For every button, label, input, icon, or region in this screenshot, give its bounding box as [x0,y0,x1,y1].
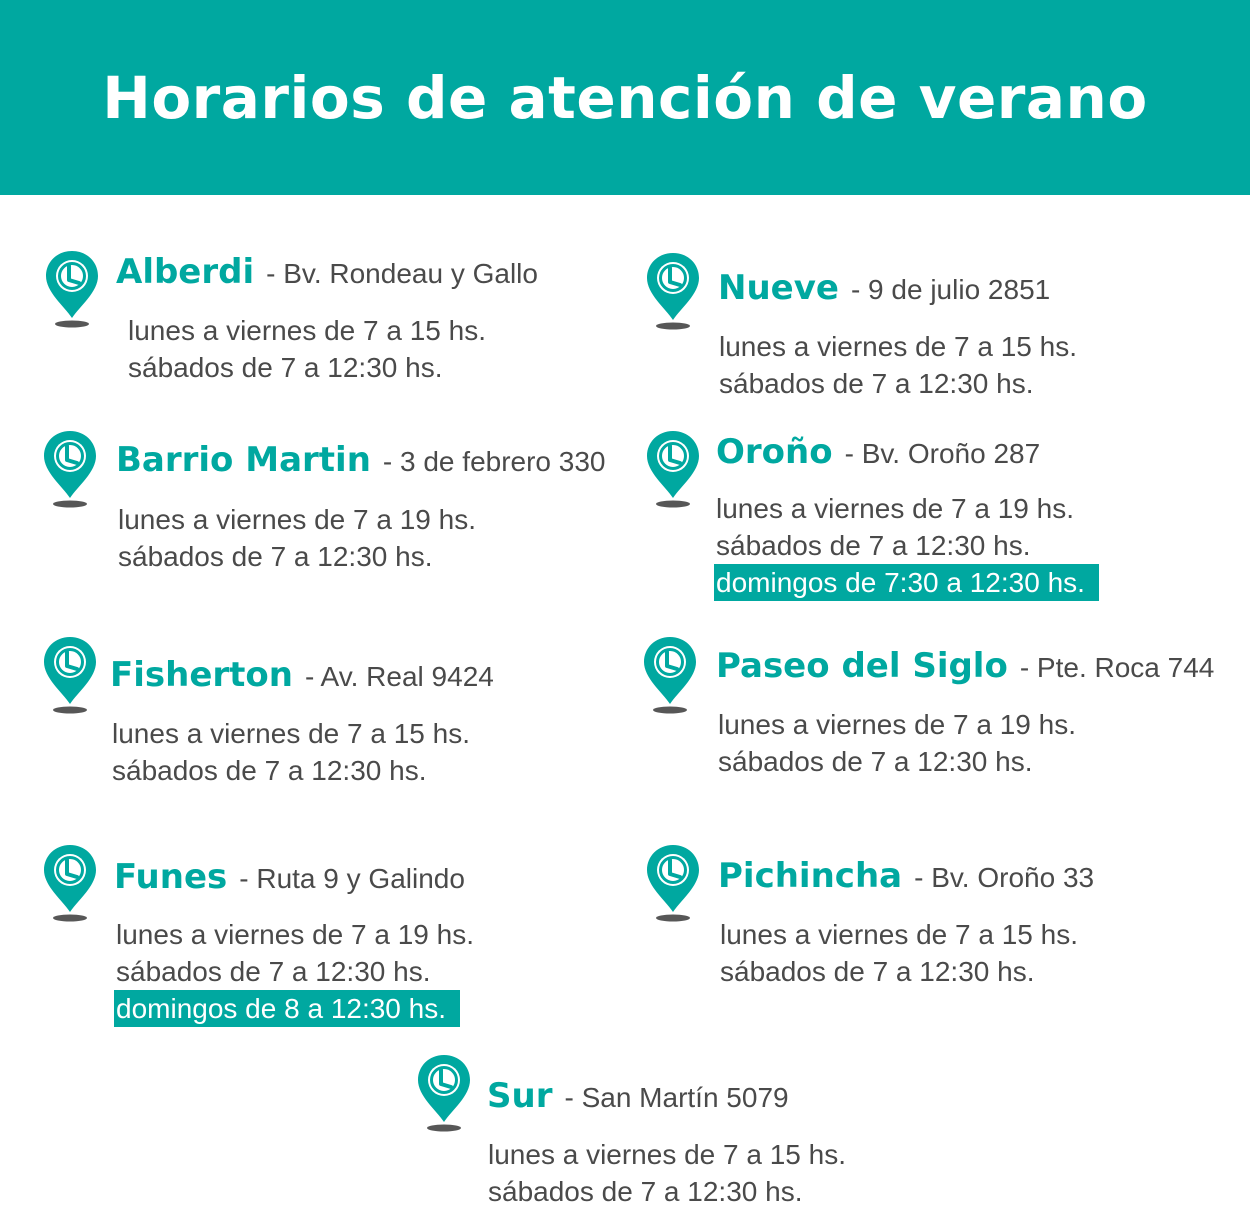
schedule-sunday-text: domingos de 7:30 a 12:30 hs. [714,564,1099,601]
location-title [114,857,465,897]
schedule [488,1136,846,1210]
schedule-sunday [116,990,474,1027]
location-address: - Pte. Roca 744 [1019,652,1215,683]
location-clock-pin-icon [643,842,703,924]
schedule-saturday-text: sábados de 7 a 12:30 hs. [112,755,427,786]
schedule-sunday-text: domingos de 8 a 12:30 hs. [114,990,460,1027]
header-banner [0,0,1250,195]
schedule-saturday-text: sábados de 7 a 12:30 hs. [718,746,1033,777]
schedule-saturday [116,953,474,990]
location-name: Barrio Martin [116,440,371,480]
page-title: Horarios de atención de verano [102,63,1148,132]
schedule-weekdays-text: lunes a viernes de 7 a 19 hs. [118,504,477,535]
schedule-saturday-text: sábados de 7 a 12:30 hs. [116,956,431,987]
location-address: - Ruta 9 y Galindo [239,863,465,894]
schedule-saturday-text: sábados de 7 a 12:30 hs. [488,1176,803,1207]
location-name: Nueve [718,268,839,308]
location-title [116,252,538,292]
location-clock-pin-icon [42,248,102,330]
location-clock-pin-icon [643,250,703,332]
location-name: Oroño [716,432,833,472]
schedule [719,328,1077,402]
location-address: - Bv. Rondeau y Gallo [266,258,538,289]
location-clock-pin-icon [414,1052,474,1134]
schedule-weekdays [128,312,486,349]
schedule [720,916,1078,990]
location-clock-pin-icon [40,634,100,716]
location-title [716,432,1040,472]
location-name: Funes [114,857,228,897]
location-name: Sur [487,1076,553,1116]
schedule-saturday-text: sábados de 7 a 12:30 hs. [716,530,1031,561]
location-clock-pin-icon [40,428,100,510]
location-title [116,440,606,480]
schedule-saturday-text: sábados de 7 a 12:30 hs. [128,352,443,383]
location-address: - 3 de febrero 330 [382,446,606,477]
location-clock-pin-icon [643,428,703,510]
location-title [718,268,1050,308]
schedule-saturday-text: sábados de 7 a 12:30 hs. [118,541,433,572]
schedule [118,501,476,575]
location-clock-pin-icon [40,842,100,924]
location-address: - Bv. Oroño 287 [844,438,1041,469]
schedule [116,916,474,1027]
schedule-weekdays-text: lunes a viernes de 7 a 19 hs. [116,919,475,950]
location-address: - Bv. Oroño 33 [914,862,1095,893]
schedule-saturday-text: sábados de 7 a 12:30 hs. [720,956,1035,987]
schedule-sunday [716,564,1099,601]
location-title [716,646,1214,686]
schedule-weekdays-text: lunes a viernes de 7 a 15 hs. [488,1139,847,1170]
schedule [128,312,486,386]
location-clock-pin-icon [640,634,700,716]
schedule-weekdays-text: lunes a viernes de 7 a 15 hs. [112,718,471,749]
schedule-saturday [716,527,1099,564]
schedule-saturday [718,743,1076,780]
schedule-weekdays-text: lunes a viernes de 7 a 15 hs. [719,331,1078,362]
schedule-weekdays [118,501,476,538]
schedule-weekdays-text: lunes a viernes de 7 a 19 hs. [716,493,1075,524]
location-name: Pichincha [718,856,903,896]
schedule [112,715,470,789]
schedule-weekdays [116,916,474,953]
schedule-saturday [128,349,486,386]
location-name: Paseo del Siglo [716,646,1008,686]
schedule-weekdays [112,715,470,752]
location-name: Fisherton [110,655,293,695]
schedule-weekdays [720,916,1078,953]
schedule [718,706,1076,780]
schedule-saturday [720,953,1078,990]
location-title [110,655,494,695]
schedule-weekdays-text: lunes a viernes de 7 a 15 hs. [128,315,487,346]
schedule-weekdays [719,328,1077,365]
location-title [487,1076,789,1116]
schedule-saturday [488,1173,846,1210]
schedule-weekdays-text: lunes a viernes de 7 a 19 hs. [718,709,1077,740]
location-address: - 9 de julio 2851 [850,274,1051,305]
location-address: - San Martín 5079 [564,1082,789,1113]
schedule-weekdays [488,1136,846,1173]
schedule-saturday-text: sábados de 7 a 12:30 hs. [719,368,1034,399]
schedule [716,490,1099,601]
location-address: - Av. Real 9424 [304,661,494,692]
schedule-saturday [719,365,1077,402]
schedule-saturday [112,752,470,789]
schedule-weekdays [716,490,1099,527]
schedule-saturday [118,538,476,575]
schedule-weekdays [718,706,1076,743]
schedule-weekdays-text: lunes a viernes de 7 a 15 hs. [720,919,1079,950]
location-title [718,856,1094,896]
location-name: Alberdi [116,252,255,292]
